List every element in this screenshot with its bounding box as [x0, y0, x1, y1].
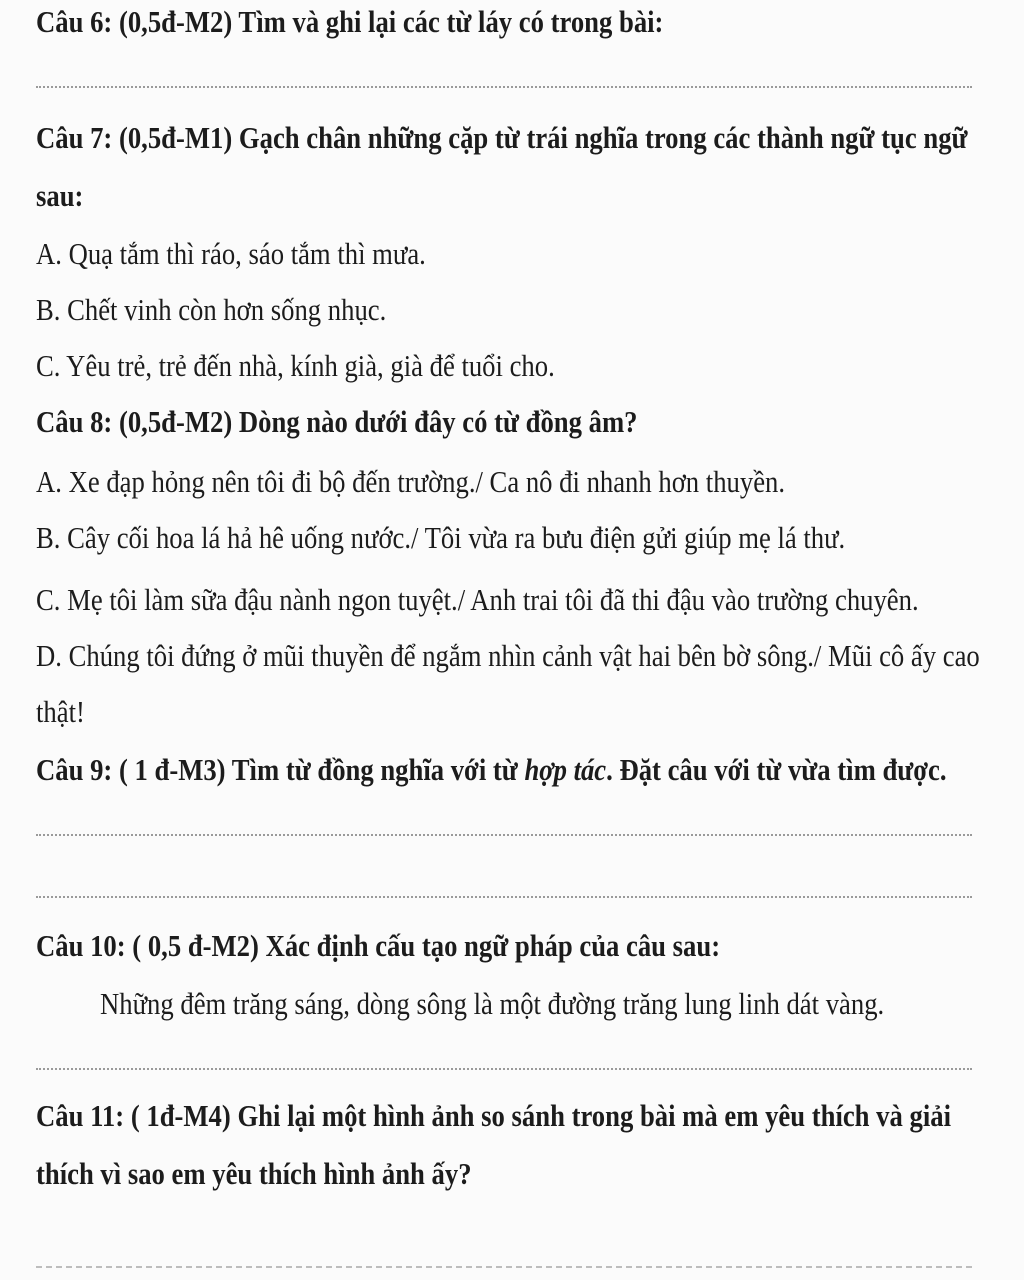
answer-line-q9-1 [36, 834, 972, 836]
question-10-sentence: Những đêm trăng sáng, dòng sông là một đường trăng lung linh dát vàng. [100, 986, 885, 1021]
question-10-meta: ( 0,5 đ-M2) [125, 928, 266, 963]
question-7 [36, 120, 968, 156]
question-10 [36, 928, 720, 964]
question-6 [36, 4, 663, 40]
question-9-text-after: . Đặt câu với từ vừa tìm được. [606, 752, 947, 787]
question-8 [36, 404, 638, 440]
question-9 [36, 752, 947, 788]
question-6-meta: (0,5đ-M2) [112, 4, 239, 39]
question-11-meta: ( 1đ-M4) [124, 1098, 238, 1133]
question-8-text: Dòng nào dưới đây có từ đồng âm? [238, 404, 638, 439]
question-8-meta: (0,5đ-M2) [112, 404, 239, 439]
question-6-label: Câu 6: [36, 4, 113, 39]
question-10-text: Xác định cấu tạo ngữ pháp của câu sau: [265, 928, 721, 963]
question-7-option-b: B. Chết vinh còn hơn sống nhục. [36, 292, 387, 327]
question-10-label: Câu 10: [36, 928, 126, 963]
question-8-label: Câu 8: [36, 404, 113, 439]
answer-line-q6 [36, 86, 972, 88]
question-7-text-line-2: sau: [36, 178, 84, 213]
question-6-text: Tìm và ghi lại các từ láy có trong bài: [238, 4, 664, 39]
question-9-meta: ( 1 đ-M3) [112, 752, 232, 787]
question-8-option-d: D. Chúng tôi đứng ở mũi thuyền để ngắm nhìn cảnh vật hai bên bờ sông./ Mũi cô ấy cao [36, 638, 980, 673]
question-7-meta: (0,5đ-M1) [112, 120, 239, 155]
question-9-label: Câu 9: [36, 752, 113, 787]
question-7-option-a: A. Quạ tắm thì ráo, sáo tắm thì mưa. [36, 236, 426, 271]
question-7-option-c: C. Yêu trẻ, trẻ đến nhà, kính già, già để tuổi cho. [36, 348, 555, 383]
question-11 [36, 1098, 951, 1134]
question-8-option-d-continued: thật! [36, 694, 85, 729]
answer-line-q11 [36, 1266, 972, 1268]
question-8-option-a: A. Xe đạp hỏng nên tôi đi bộ đến trường./ Ca nô đi nhanh hơn thuyền. [36, 464, 786, 499]
question-11-label: Câu 11: [36, 1098, 125, 1133]
question-8-option-c: C. Mẹ tôi làm sữa đậu nành ngon tuyệt./ Anh trai tôi đã thi đậu vào trường chuyên. [36, 582, 919, 617]
answer-line-q10 [36, 1068, 972, 1070]
question-7-text-line-1: Gạch chân những cặp từ trái nghĩa trong các thành ngữ tục ngữ [238, 120, 968, 155]
question-7-label: Câu 7: [36, 120, 113, 155]
question-11-text-line-2: thích vì sao em yêu thích hình ảnh ấy? [36, 1156, 472, 1191]
question-9-text-before: Tìm từ đồng nghĩa với từ [231, 752, 525, 787]
question-8-option-b: B. Cây cối hoa lá hả hê uống nước./ Tôi vừa ra bưu điện gửi giúp mẹ lá thư. [36, 520, 846, 555]
question-11-text-line-1: Ghi lại một hình ảnh so sánh trong bài mà em yêu thích và giải [237, 1098, 951, 1133]
question-9-keyword: hợp tác [524, 752, 607, 787]
answer-line-q9-2 [36, 896, 972, 898]
